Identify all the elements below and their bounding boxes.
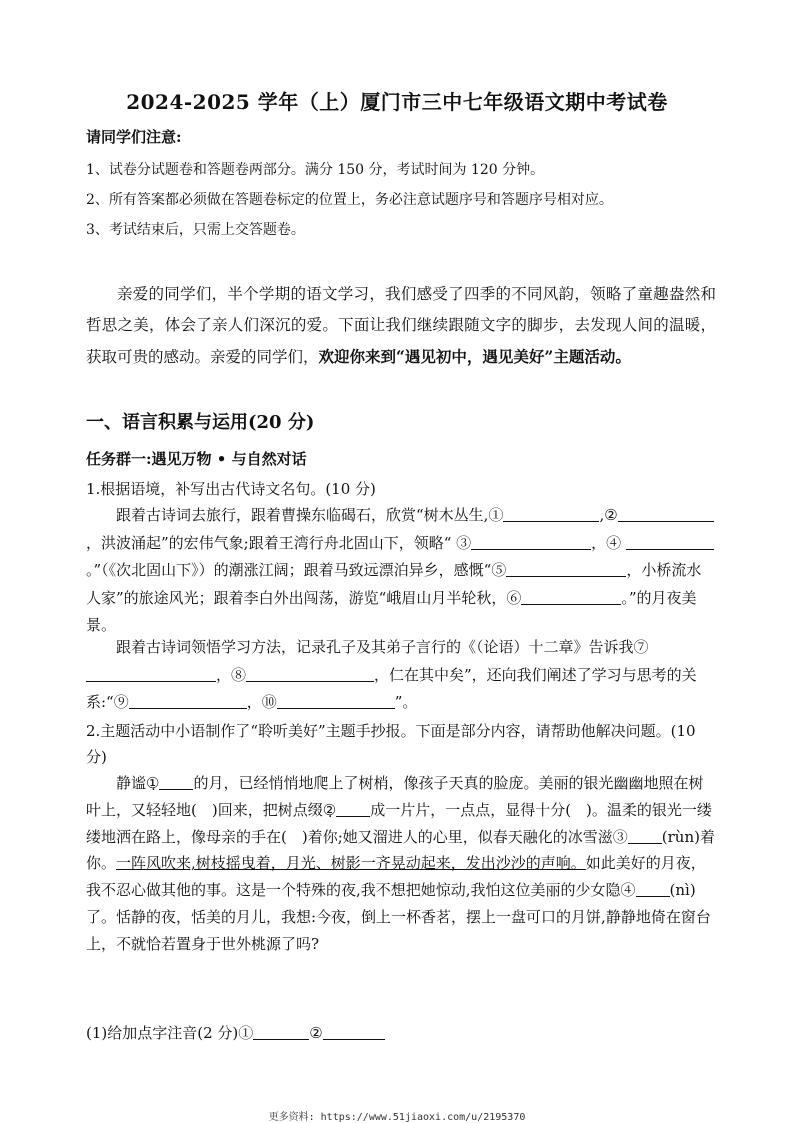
blank-6[interactable] <box>521 589 621 605</box>
blank-2[interactable] <box>618 506 714 522</box>
blank-7[interactable] <box>86 666 216 682</box>
blank-3[interactable] <box>471 534 591 550</box>
blank-8[interactable] <box>246 666 374 682</box>
blank-10[interactable] <box>277 693 395 709</box>
blank-1[interactable] <box>503 506 599 522</box>
intro-paragraph <box>86 279 716 373</box>
dotted-char-2: 缀 <box>307 800 323 819</box>
underlined-sentence: 一阵风吹来,树枝摇曳着，月光、树影一齐晃动起来，发出沙沙的声响。 <box>116 854 586 873</box>
intro-bold-text: 欢迎你来到“遇见初中，遇见美好”主题活动。 <box>318 347 631 366</box>
blank-9[interactable] <box>129 693 247 709</box>
blank-4[interactable] <box>626 534 714 550</box>
section-heading: 一、语言积累与运用(20 分) <box>86 412 315 433</box>
footer-link[interactable]: 更多资料: https://www.51jiaoxi.com/u/2195370 <box>268 1112 526 1123</box>
question-1-heading: 1.根据语境，补写出古代诗文名句。(10 分) <box>86 480 376 498</box>
blank-pinyin-2[interactable] <box>323 1024 385 1040</box>
question-1-paragraph-1: 跟着古诗词去旅行，跟着曹操东临碣石，欣赏“树木丛生,① ,②，洪波涌起”的宏伟气象;跟着王湾行舟北固山下，领略“ ③ ，④ 。”（《次北固山下》）的潮涨江阔；跟着马致远漂泊异乡，感慨“⑤ ，小桥流水人家”的旅途风光；跟着李白外出闯荡，游览“峨眉山月半轮秋，⑥ 。”的月夜美景。 <box>86 502 716 640</box>
notice-item-2: 2、所有答案都必须做在答题卷标定的位置上，务必注意试题序号和答题序号相对应。 <box>86 192 613 208</box>
blank-pinyin-1[interactable] <box>253 1024 309 1040</box>
notice-item-3: 3、考试结束后，只需上交答题卷。 <box>86 222 305 238</box>
dotted-char-1: 谧 <box>131 774 147 792</box>
blank-passage-4[interactable] <box>636 881 670 897</box>
notice-item-1: 1、试卷分试题卷和答题卷两部分。满分 150 分，考试时间为 120 分钟。 <box>86 162 545 178</box>
blank-passage-1[interactable] <box>159 774 193 790</box>
question-2-sub-1: (1)给加点字注音(2 分)① ② <box>86 1020 716 1046</box>
notice-heading: 请同学们注意: <box>86 128 182 146</box>
question-2-passage: 静谧① 的月，已经悄悄地爬上了树梢，像孩子天真的脸庞。美丽的银光幽幽地照在树叶上，又轻轻地( )回来，把树点缀② 成一片片，一点点，显得十分( )。温柔的银光一缕缕地洒在路上，像母亲的手在( )着你;她又溜进人的心里，似春天融化的冰雪滋③ (rùn)着你。一阵风吹来,树枝摇曳着，月光、树影一齐晃动起来，发出沙沙的声响。如此美好的月夜，我不忍心做其他的事。这是一个特殊的夜,我不想把她惊动,我怕这位美丽的少女隐④ (nì)了。恬静的夜，恬美的月儿，我想:今夜，倒上一杯香茗，摆上一盘可口的月饼,静静地倚在窗台上，不就恰若置身于世外桃源了吗? <box>86 774 715 953</box>
blank-passage-3[interactable] <box>628 828 662 844</box>
blank-passage-2[interactable] <box>336 801 370 817</box>
intro-text: 亲爱的同学们，半个学期的语文学习，我们感受了四季的不同风韵，领略了童趣盎然和哲思之美，体会了亲人们深沉的爱。下面让我们继续跟随文字的脚步，去发现人间的温暖，获取可贵的感动。亲爱的同学们， <box>86 285 716 366</box>
task-group-heading: 任务群一:遇见万物 • 与自然对话 <box>86 450 307 468</box>
question-2-heading: 2.主题活动中小语制作了“聆听美好”主题手抄报。下面是部分内容，请帮助他解决问题。(10 分) <box>86 722 696 766</box>
exam-title: 2024-2025 学年（上）厦门市三中七年级语文期中考试卷 <box>126 90 668 114</box>
question-1-paragraph-2: 跟着古诗词领悟学习方法，记录孔子及其弟子言行的《（论语）十二章》告诉我⑦，⑧ ，仁在其中矣”，还向我们阐述了学习与思考的关系:“⑨ ，⑩ ”。 <box>86 638 697 711</box>
blank-5[interactable] <box>506 561 626 577</box>
